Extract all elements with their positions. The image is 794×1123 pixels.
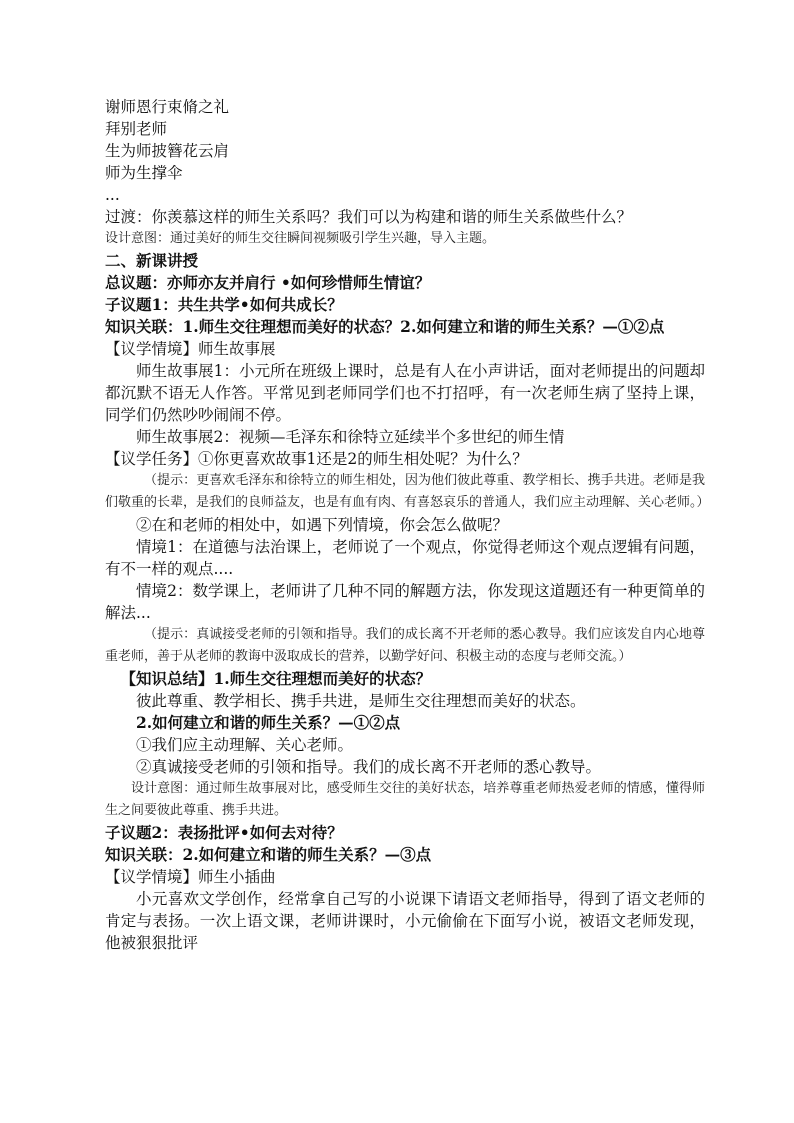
situation-1: 情境1：在道德与法治课上，老师说了一个观点，你觉得老师这个观点逻辑有问题，有不一样的观点.... <box>105 538 705 578</box>
story-1: 师生故事展1：小元所在班级上课时，总是有人在小声讲话，面对老师提出的问题却都沉默不语无人作答。平常见到老师同学们也不打招呼，有一次老师生病了坚持上课，同学们仍然吵吵闹闹不停。 <box>105 362 705 424</box>
task-1: 【议学任务】①你更喜欢故事1还是2的师生相处呢？为什么？ <box>105 450 528 468</box>
summary-answer-1: 彼此尊重、教学相长、携手共进，是师生交往理想而美好的状态。 <box>136 692 586 710</box>
document-page <box>105 96 710 954</box>
scenario-heading-1: 【议学情境】师生故事展 <box>105 340 276 358</box>
transition-text: 过渡：你羡慕这样的师生关系吗？我们可以为构建和谐的师生关系做些什么？ <box>105 208 633 226</box>
summary-point-2: ②真诚接受老师的引领和指导。我们的成长离不开老师的悉心教导。 <box>136 758 602 776</box>
ellipsis: ... <box>105 186 120 204</box>
design-intent-2: 设计意图：通过师生故事展对比，感受师生交往的美好状态，培养尊重老师热爱老师的情感，懂得师生之间要彼此尊重、携手共进。 <box>105 781 705 818</box>
verse-line-4: 师为生撑伞 <box>105 164 183 182</box>
hint-2: （提示：真诚接受老师的引领和指导。我们的成长离不开老师的悉心教导。我们应该发自内心地尊重老师，善于从老师的教诲中汲取成长的营养，以勤学好问、积极主动的态度与老师交流。） <box>105 627 705 664</box>
verse-line-1: 谢师恩行束脩之礼 <box>105 98 230 116</box>
knowledge-link-1: 知识关联：1.师生交往理想而美好的状态？2.如何建立和谐的师生关系？—①②点 <box>105 317 665 336</box>
situation-2: 情境2：数学课上，老师讲了几种不同的解题方法，你发现这道题还有一种更简单的解法... <box>105 582 705 622</box>
subtopic-2: 子议题2：表扬批评•如何去对待？ <box>105 823 343 842</box>
story-2: 师生故事展2：视频—毛泽东和徐特立延续半个多世纪的师生情 <box>136 428 565 446</box>
verse-line-2: 拜别老师 <box>105 120 168 138</box>
summary-point-1: ①我们应主动理解、关心老师。 <box>136 736 354 754</box>
hint-1: （提示：更喜欢毛泽东和徐特立的师生相处，因为他们彼此尊重、教学相长、携手共进。老师是我们敬重的长辈，是我们的良师益友，也是有血有肉、有喜怒哀乐的普通人，我们应主动理解、关心老师。） <box>105 473 710 510</box>
subtopic-1: 子议题1：共生共学•如何共成长？ <box>105 295 343 314</box>
summary-heading: 【知识总结】1.师生交往理想而美好的状态？ <box>120 669 432 688</box>
design-intent-1: 设计意图：通过美好的师生交往瞬间视频吸引学生兴趣，导入主题。 <box>105 231 496 246</box>
knowledge-link-2: 知识关联：2.如何建立和谐的师生关系？—③点 <box>105 845 432 864</box>
main-topic: 总议题：亦师亦友并肩行 •如何珍惜师生情谊？ <box>105 273 431 292</box>
section-heading: 二、新课讲授 <box>105 251 199 270</box>
summary-question-2: 2.如何建立和谐的师生关系？—①②点 <box>136 713 401 732</box>
scenario-heading-2: 【议学情境】师生小插曲 <box>105 868 276 886</box>
task-2: ②在和老师的相处中，如遇下列情境，你会怎么做呢？ <box>136 516 509 534</box>
story-3: 小元喜欢文学创作，经常拿自己写的小说课下请语文老师指导，得到了语文老师的肯定与表扬。一次上语文课，老师讲课时，小元偷偷在下面写小说，被语文老师发现，他被狠狠批评 <box>105 890 705 952</box>
verse-line-3: 生为师披簪花云肩 <box>105 142 230 160</box>
